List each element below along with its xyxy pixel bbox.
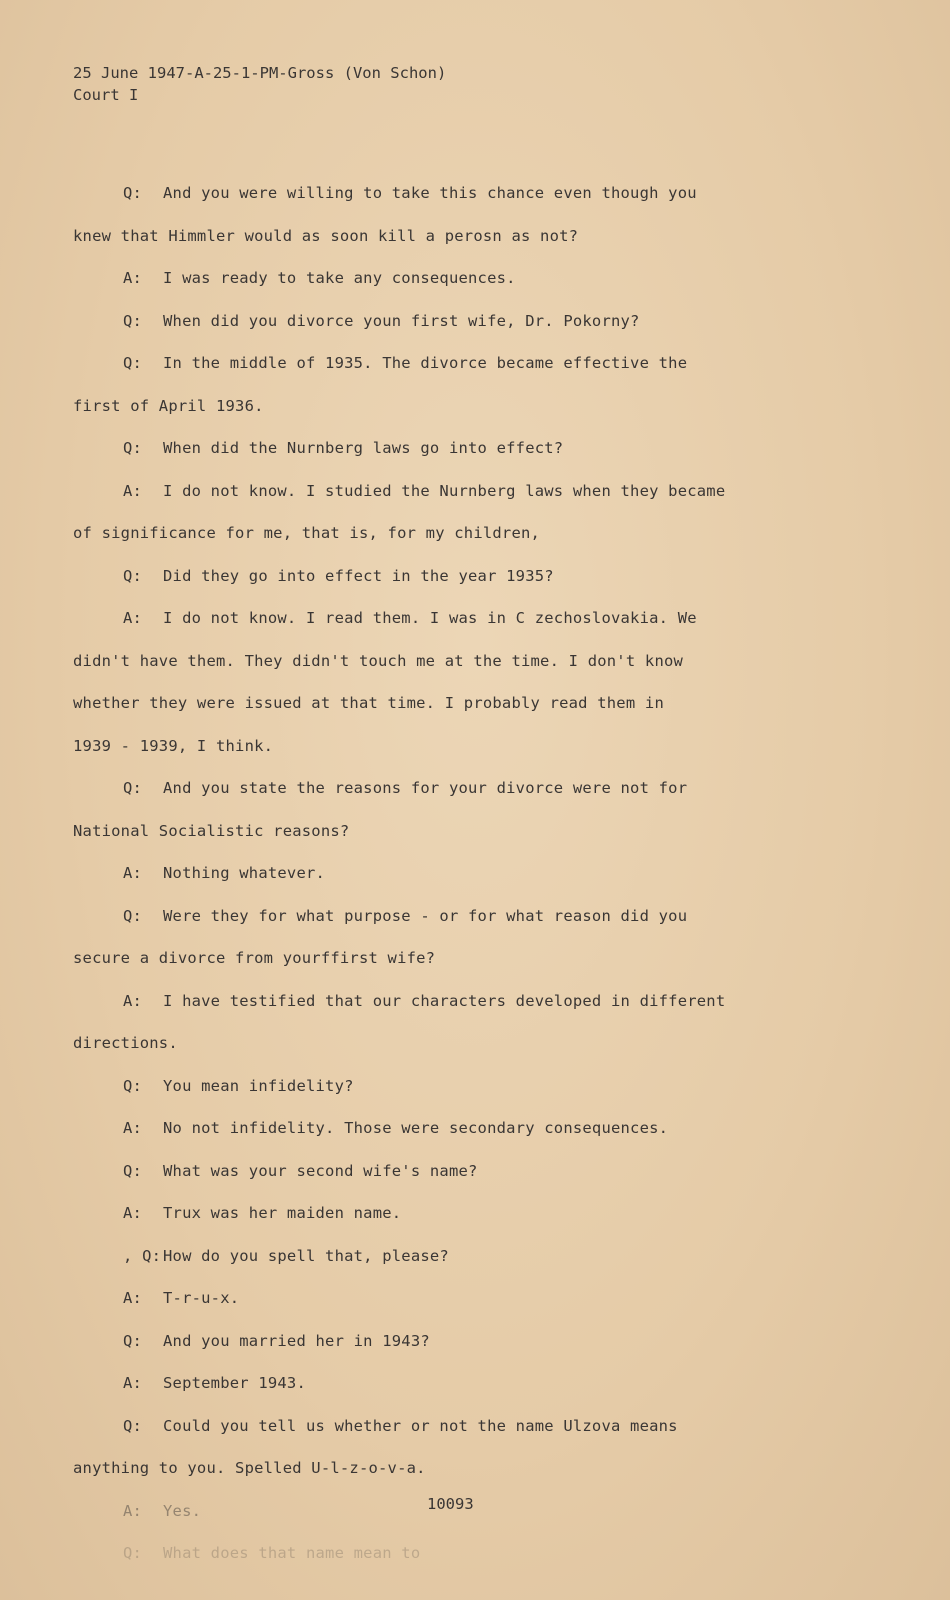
transcript-line [73,905,793,948]
line-text: Nothing whatever. [163,864,326,882]
transcript-line [73,267,793,310]
line-text: How do you spell that, please? [163,1246,449,1265]
line-text: secure a divorce from yourffirst wife? [73,949,436,967]
line-text: I have testified that our characters developed in different [163,991,726,1010]
speaker-label: A: [123,1501,143,1520]
transcript-line [73,1287,793,1330]
line-text: September 1943. [163,1374,306,1392]
transcript-line [73,1330,793,1373]
line-text: didn't have them. They didn't touch me at the time. I don't know [73,651,684,670]
transcript-line [73,182,793,225]
transcript-line [73,1415,793,1458]
speaker-label: Q: [123,439,143,457]
speaker-label: A: [123,1119,143,1137]
line-text: Yes. [163,1501,202,1520]
speaker-label: A: [123,1204,143,1222]
line-text: whether they were issued at that time. I probably read them in [73,694,664,712]
transcript-line [73,1117,793,1160]
transcript-line [73,1245,793,1288]
transcript-line [73,310,793,353]
line-text: No not infidelity. Those were secondary consequences. [163,1119,669,1137]
transcript-line [73,480,793,523]
page-number: 10093 [427,1495,474,1513]
speaker-label: A: [123,1374,143,1392]
speaker-label: Q: [123,779,143,797]
transcript-line [73,1202,793,1245]
transcript-line [73,395,793,438]
transcript-line [73,777,793,820]
speaker-label: , Q: [123,1246,162,1265]
transcript-line [73,650,793,693]
line-text: Were they for what purpose - or for what reason did you [163,906,688,925]
header-line-1: 25 June 1947-A-25-1-PM-Gross (Von Schon) [73,64,447,82]
transcript-line [73,1542,793,1585]
line-text: directions. [73,1034,178,1052]
transcript-line [73,820,793,863]
transcript-line [73,862,793,905]
transcript-line [73,607,793,650]
line-text: Trux was her maiden name. [163,1204,402,1222]
line-text: Could you tell us whether or not the name Ulzova means [163,1416,678,1435]
transcript-line [73,1457,793,1500]
transcript-line [73,1032,793,1075]
line-text: What was your second wife's name? [163,1161,478,1180]
line-text: knew that Himmler would as soon kill a perosn as not? [73,226,579,245]
transcript-line [73,735,793,778]
line-text: anything to you. Spelled U-l-z-o-v-a. [73,1459,426,1477]
line-text: first of April 1936. [73,396,264,415]
speaker-label: Q: [123,1076,143,1095]
speaker-label: Q: [123,1544,143,1562]
line-text: T-r-u-x. [163,1289,240,1307]
speaker-label: A: [123,1289,143,1307]
line-text: When did you divorce youn first wife, Dr. Pokorny? [163,311,640,330]
transcript-line [73,1372,793,1415]
transcript-line [73,225,793,268]
line-text: When did the Nurnberg laws go into effect? [163,439,564,457]
line-text: And you were willing to take this chance even though you [163,184,697,202]
speaker-label: A: [123,864,143,882]
header [73,62,446,106]
transcript-line [73,1075,793,1118]
line-text: I do not know. I studied the Nurnberg laws when they became [163,481,726,500]
transcript-line [73,947,793,990]
transcript-line [73,1160,793,1203]
transcript-line [73,565,793,608]
speaker-label: A: [123,991,143,1010]
speaker-label: A: [123,609,143,627]
line-text: I was ready to take any consequences. [163,269,516,287]
header-line-2: Court I [73,86,139,104]
speaker-label: Q: [123,906,143,925]
line-text: In the middle of 1935. The divorce became effective the [163,354,688,372]
speaker-label: A: [123,269,143,287]
line-text: National Socialistic reasons? [73,821,350,840]
speaker-label: Q: [123,1331,143,1350]
line-text: And you married her in 1943? [163,1331,430,1350]
line-text: 1939 - 1939, I think. [73,736,274,755]
transcript-line [73,692,793,735]
line-text: What does that name mean to [163,1544,421,1562]
line-text: I do not know. I read them. I was in C zechoslovakia. We [163,609,697,627]
line-text: of significance for me, that is, for my children, [73,524,541,542]
transcript-body [73,182,793,1585]
line-text: Did they go into effect in the year 1935? [163,566,554,585]
speaker-label: Q: [123,311,143,330]
transcript-line [73,990,793,1033]
speaker-label: A: [123,481,143,500]
speaker-label: Q: [123,1416,143,1435]
speaker-label: Q: [123,184,143,202]
transcript-line [73,437,793,480]
line-text: You mean infidelity? [163,1076,354,1095]
line-text: And you state the reasons for your divorce were not for [163,779,688,797]
speaker-label: Q: [123,354,143,372]
speaker-label: Q: [123,1161,143,1180]
speaker-label: Q: [123,566,143,585]
transcript-line [73,352,793,395]
transcript-line [73,522,793,565]
